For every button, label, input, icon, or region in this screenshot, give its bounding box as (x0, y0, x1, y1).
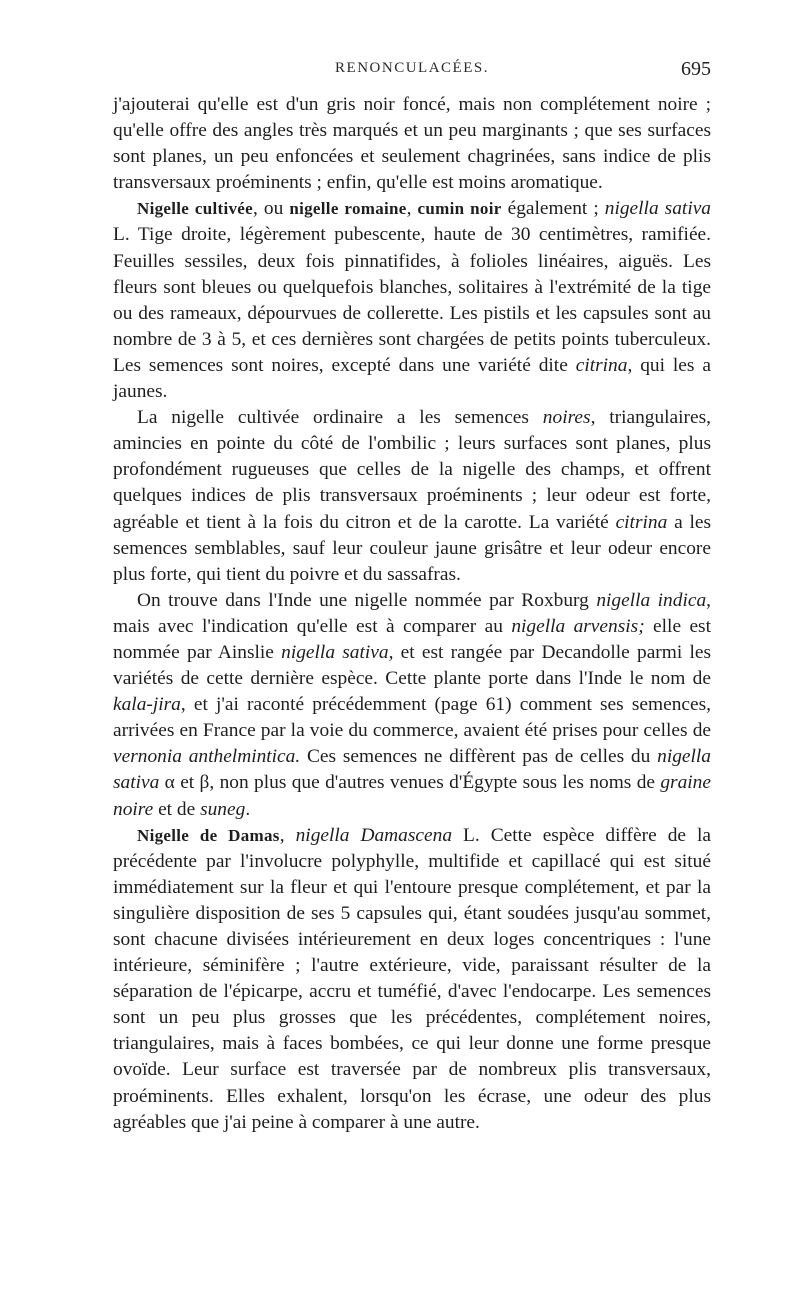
text-run: , et est rangée par Decandolle parmi les variétés de cette dernière espèce. Cette plante porte dans l'Inde le nom de (113, 641, 711, 690)
page-header (113, 58, 711, 92)
italic-term: nigella sativa (604, 198, 712, 220)
italic-term: nigella sativa (113, 746, 711, 794)
text-run: La nigelle cultivée ordinaire a les semences (137, 407, 543, 429)
italic-term: vernonia anthelmintica. (113, 746, 301, 768)
text-run: , qui les a jaunes. (113, 354, 711, 403)
italic-term: kala-jira (113, 694, 181, 716)
text-run: . (245, 798, 251, 820)
italic-term: suneg (200, 798, 246, 820)
paragraph (113, 92, 711, 196)
text-run: a les semences semblables, sauf leur couleur jaune grisâtre et leur odeur encore plus forte, qui tient du poivre et du sassafras. (113, 511, 712, 585)
italic-term: noires (542, 407, 591, 429)
text-run: L. Tige droite, légèrement pubescente, haute de 30 centimètres, ramifiée. Feuilles sessiles, deux fois pinnatifides, à folioles linéaires, aiguës. Les fleurs sont bleues ou quelquefois blanches, solitaires à l'extrémité de la tige ou des rameaux, dépourvues de collerette. Les pistils et les capsules sont au nombre de 3 à 5, et ces dernières sont chargées de petits points tuberculeux. Les semences sont noires, excepté dans une variété dite (113, 224, 711, 376)
text-run: j'ajouterai qu'elle est d'un gris noir foncé, mais non complétement noire ; qu'elle offre des angles très marqués et un peu marginants ; que ses surfaces sont planes, un peu enfoncées et seulement chagrinées, sans indice de plis transversaux proéminents ; enfin, qu'elle est moins aromatique. (113, 94, 711, 194)
paragraph (113, 196, 711, 405)
text-run: , ou (253, 198, 290, 220)
running-title: RENONCULACÉES. (335, 60, 489, 76)
italic-term: nigella Damascena (295, 824, 453, 846)
text-run: On trouve dans l'Inde une nigelle nommée par Roxburg (137, 589, 597, 611)
text-run: L. Cette espèce diffère de la précédente par l'involucre polyphylle, multifide et capillacé qui est situé immédiatement sur la fleur et qui l'entoure presque complétement, et par la singulière disposition de ses 5 capsules qui, étant soudées jusqu'au sommet, sont chacune divisées intérieurement en deux loges concentriques : l'une intérieure, séminifère ; l'autre extérieure, vide, paraissant résulter de la séparation de l'épicarpe, accru et tuméfié, d'avec l'endocarpe. Les semences sont un peu plus grosses que les précédentes, complétement noires, triangulaires, mais à faces bombées, ce qui leur donne une forme presque ovoïde. Leur surface est traversée par de nombreux plis transversaux, proéminents. Elles exhalent, lorsqu'on les écrase, une odeur des plus agréables que j'ai peine à comparer à une autre. (113, 824, 712, 1133)
text-run: également ; (501, 198, 605, 220)
page-number: 695 (681, 58, 711, 80)
text-run: α et β, non plus que d'autres venues d'Égypte sous les noms de (159, 772, 661, 794)
text-run: et de (153, 798, 201, 820)
species-name: Nigelle de Damas (137, 825, 280, 845)
species-name: cumin noir (417, 199, 502, 219)
italic-term: nigella indica (596, 589, 707, 611)
paragraph (113, 588, 711, 823)
italic-term: citrina (615, 511, 668, 533)
species-name: Nigelle cultivée (137, 199, 253, 219)
italic-term: nigella arvensis; (511, 615, 645, 637)
text-run: elle est nommée par Ainslie (113, 615, 711, 663)
text-run: , (406, 198, 418, 220)
italic-term: nigella sativa (281, 641, 389, 663)
paragraph (113, 405, 711, 588)
text-run: , mais avec l'indication qu'elle est à comparer au (113, 589, 711, 637)
text-run: , triangulaires, amincies en pointe du côté de l'ombilic ; leurs surfaces sont planes, plus profondément rugueuses que celles de la nigelle des champs, et offrent quelques indices de plis transversaux proéminents ; leur odeur est forte, agréable et tient à la fois du citron et de la carotte. La variété (113, 407, 711, 533)
italic-term: graine noire (113, 772, 711, 820)
book-page (113, 58, 711, 1136)
text-run: , et j'ai raconté précédemment (page 61) comment ses semences, arrivées en France par la voie du commerce, avaient été prises pour celles de (113, 694, 711, 742)
text-run: Ces semences ne diffèrent pas de celles du (300, 746, 658, 768)
species-name: nigelle romaine (289, 199, 407, 219)
italic-term: citrina (575, 354, 628, 376)
text-run: , (279, 824, 296, 846)
paragraph (113, 823, 711, 1136)
